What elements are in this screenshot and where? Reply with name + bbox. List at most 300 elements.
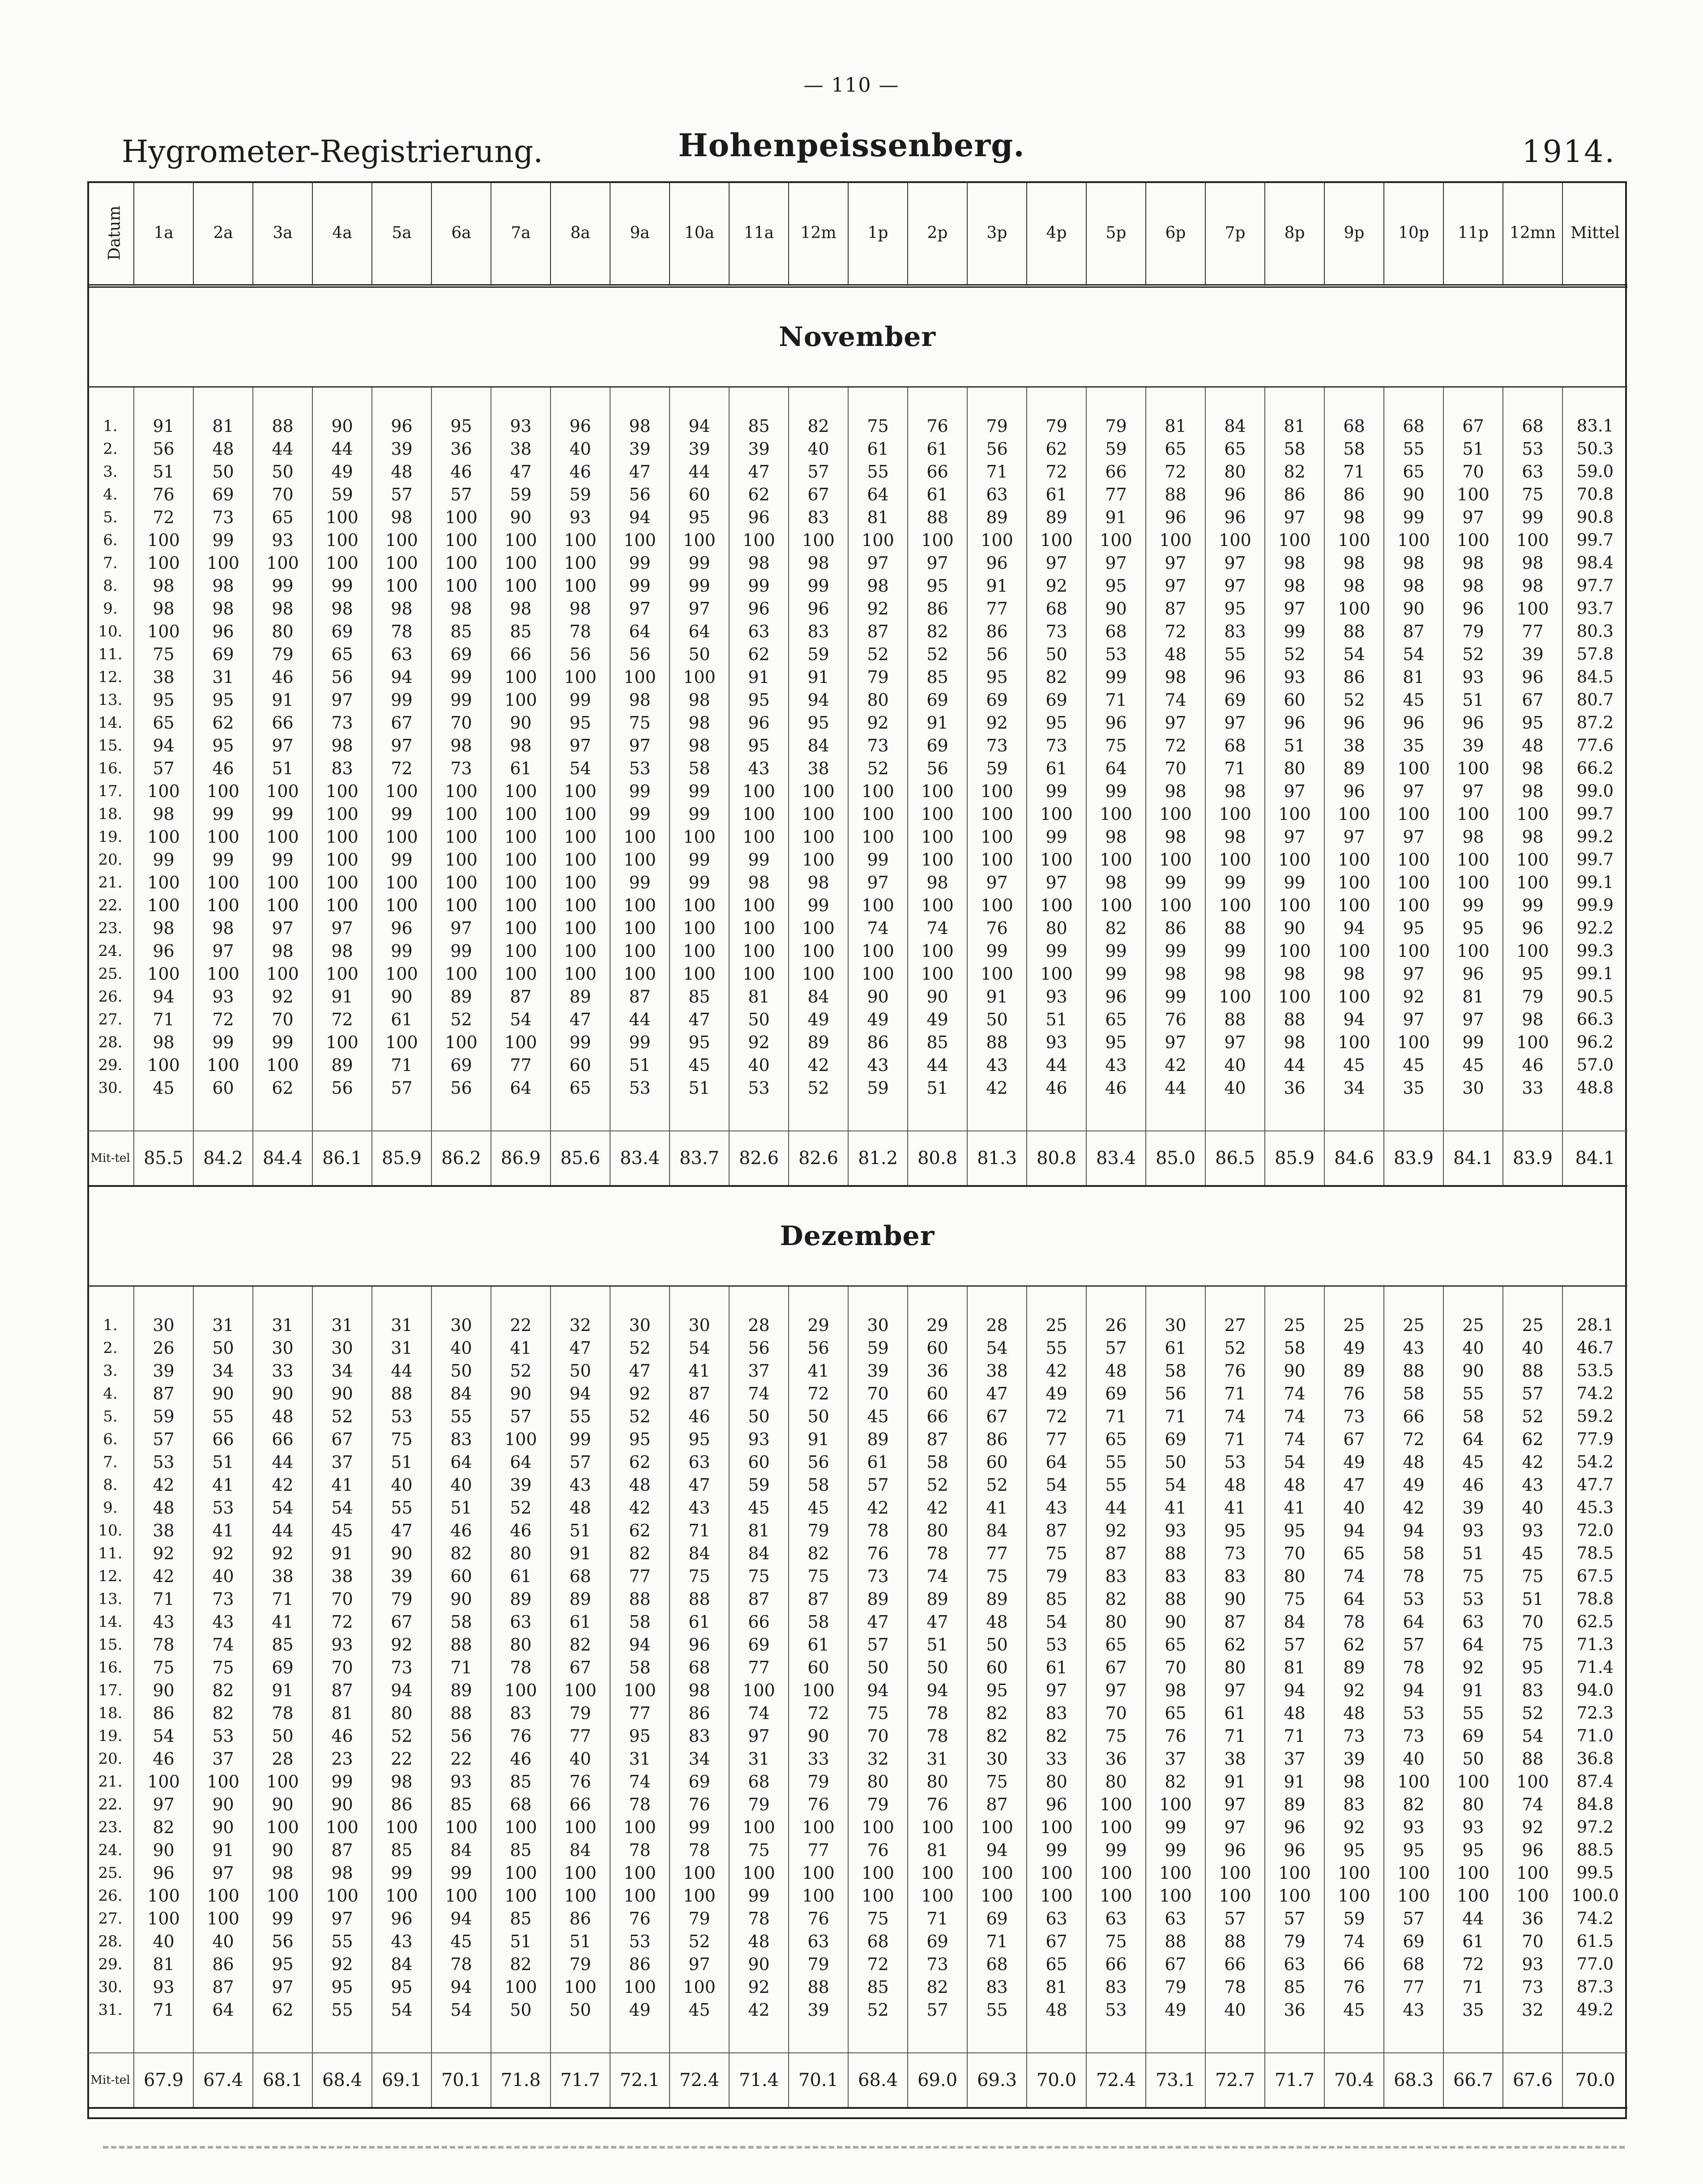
humidity-cell: 58: [1324, 437, 1384, 460]
humidity-cell: 31: [610, 1747, 670, 1770]
humidity-cell: 100: [967, 848, 1027, 871]
humidity-cell: 100: [1324, 894, 1384, 917]
humidity-cell: 89: [1027, 506, 1086, 529]
humidity-cell: 57: [789, 460, 848, 483]
humidity-cell: 90: [253, 1838, 312, 1861]
humidity-cell: 78: [1384, 1656, 1443, 1679]
humidity-cell: 100: [670, 665, 729, 688]
humidity-cell: 100: [551, 1861, 610, 1884]
humidity-cell: 100: [1384, 871, 1443, 894]
humidity-cell: 100: [193, 825, 253, 848]
humidity-cell: 99: [1205, 939, 1265, 962]
humidity-cell: 100: [1205, 802, 1265, 825]
day-label: 26.: [98, 987, 123, 1006]
table-row: [87, 962, 1627, 985]
humidity-cell: 54: [670, 1336, 729, 1359]
humidity-cell: 98: [1324, 574, 1384, 597]
humidity-cell: 100: [372, 962, 431, 985]
spacer-cell: [1324, 387, 1384, 415]
humidity-cell: 51: [1443, 1542, 1503, 1565]
humidity-cell: 80: [848, 1770, 908, 1793]
humidity-cell: 99: [1265, 620, 1324, 643]
humidity-cell: 100: [729, 1861, 789, 1884]
day-label: 2.: [103, 439, 118, 458]
humidity-cell: 89: [431, 985, 491, 1008]
table-row: [87, 1747, 1627, 1770]
humidity-cell: 97: [134, 1793, 193, 1816]
humidity-cell: 100: [1205, 894, 1265, 917]
humidity-cell: 90: [1265, 1359, 1324, 1382]
humidity-cell: 79: [1146, 1975, 1205, 1998]
humidity-cell: 56: [312, 1076, 372, 1099]
humidity-cell: 90: [789, 1724, 848, 1747]
humidity-cell: 70: [431, 711, 491, 734]
humidity-cell: 100: [1086, 802, 1146, 825]
humidity-cell: 95: [967, 1679, 1027, 1702]
humidity-cell: 98: [312, 734, 372, 757]
day-label: 31.: [98, 2001, 123, 2019]
humidity-cell: 71: [372, 1054, 431, 1076]
monthly-mean-cell: 71.4: [729, 2053, 789, 2108]
humidity-cell: 99: [1146, 1816, 1205, 1838]
humidity-cell: 99: [431, 939, 491, 962]
humidity-cell: 41: [1146, 1496, 1205, 1519]
spacer-cell: [908, 1099, 967, 1131]
humidity-cell: 96: [789, 597, 848, 620]
table-row: [87, 1724, 1627, 1747]
spacer-cell: [1443, 387, 1503, 415]
humidity-cell: 75: [967, 1565, 1027, 1587]
table-row: [87, 757, 1627, 780]
humidity-cell: 97: [1146, 711, 1205, 734]
humidity-cell: 47: [491, 460, 551, 483]
humidity-cell: 41: [789, 1359, 848, 1382]
day-label: 21.: [98, 1772, 123, 1791]
humidity-cell: 40: [372, 1473, 431, 1496]
humidity-cell: 100: [253, 780, 312, 802]
humidity-cell: 55: [1443, 1702, 1503, 1724]
humidity-cell: 100: [134, 529, 193, 551]
humidity-cell: 100: [729, 780, 789, 802]
humidity-cell: 94: [134, 734, 193, 757]
humidity-cell: 88: [610, 1587, 670, 1610]
humidity-cell: 87: [670, 1382, 729, 1405]
humidity-cell: 49: [1384, 1473, 1443, 1496]
humidity-cell: 95: [1503, 962, 1562, 985]
humidity-cell: 87: [1205, 1610, 1265, 1633]
column-header-hour: 11p: [1443, 181, 1503, 286]
humidity-cell: 57: [431, 483, 491, 506]
spacer-cell: [253, 1286, 312, 1314]
humidity-cell: 35: [1384, 1076, 1443, 1099]
monthly-mean-cell: 68.1: [253, 2053, 312, 2108]
humidity-cell: 90: [1146, 1610, 1205, 1633]
humidity-cell: 34: [193, 1359, 253, 1382]
spacer-cell: [848, 2021, 908, 2053]
humidity-cell: 98: [1205, 825, 1265, 848]
humidity-cell: 45: [729, 1496, 789, 1519]
monthly-mean-cell: 83.4: [610, 1131, 670, 1186]
humidity-cell: 95: [1503, 1656, 1562, 1679]
humidity-cell: 76: [134, 483, 193, 506]
humidity-cell: 98: [1265, 551, 1324, 574]
humidity-cell: 53: [193, 1724, 253, 1747]
humidity-cell: 100: [312, 825, 372, 848]
humidity-cell: 99: [312, 574, 372, 597]
humidity-cell: 69: [1027, 688, 1086, 711]
humidity-cell: 73: [312, 711, 372, 734]
humidity-cell: 64: [670, 620, 729, 643]
humidity-cell: 65: [1027, 1953, 1086, 1975]
humidity-cell: 100: [670, 1861, 729, 1884]
humidity-cell: 37: [1265, 1747, 1324, 1770]
humidity-cell: 99: [1443, 1031, 1503, 1054]
humidity-cell: 100: [1146, 802, 1205, 825]
humidity-cell: 75: [1503, 483, 1562, 506]
humidity-cell: 100: [253, 962, 312, 985]
humidity-cell: 75: [372, 1428, 431, 1450]
humidity-cell: 81: [729, 985, 789, 1008]
humidity-cell: 100: [431, 1031, 491, 1054]
monthly-mean-cell: 71.7: [1265, 2053, 1324, 2108]
humidity-cell: 71: [967, 1930, 1027, 1953]
humidity-cell: 95: [729, 734, 789, 757]
humidity-cell: 100: [1205, 848, 1265, 871]
humidity-cell: 44: [372, 1359, 431, 1382]
humidity-cell: 100: [610, 894, 670, 917]
humidity-cell: 86: [848, 1031, 908, 1054]
humidity-cell: 48: [1265, 1473, 1324, 1496]
humidity-cell: 100: [610, 1816, 670, 1838]
spacer-cell: [967, 1286, 1027, 1314]
humidity-cell: 83: [312, 757, 372, 780]
spacer-cell: [1443, 1286, 1503, 1314]
humidity-cell: 73: [908, 1953, 967, 1975]
humidity-cell: 100: [1443, 757, 1503, 780]
humidity-cell: 96: [1384, 711, 1443, 734]
humidity-cell: 75: [134, 1656, 193, 1679]
humidity-cell: 77: [967, 597, 1027, 620]
humidity-cell: 82: [431, 1542, 491, 1565]
humidity-cell: 88: [1146, 483, 1205, 506]
humidity-cell: 43: [134, 1610, 193, 1633]
humidity-cell: 100: [312, 802, 372, 825]
humidity-cell: 90: [372, 985, 431, 1008]
humidity-cell: 59: [1324, 1907, 1384, 1930]
monthly-mean-cell: 68.3: [1384, 2053, 1443, 2108]
humidity-cell: 100: [610, 1884, 670, 1907]
humidity-cell: 87: [848, 620, 908, 643]
humidity-cell: 48: [253, 1405, 312, 1428]
humidity-cell: 47: [848, 1610, 908, 1633]
humidity-cell: 92: [848, 597, 908, 620]
humidity-cell: 93: [1443, 1519, 1503, 1542]
humidity-cell: 100: [491, 871, 551, 894]
humidity-cell: 96: [1086, 711, 1146, 734]
humidity-cell: 100: [491, 551, 551, 574]
humidity-cell: 58: [670, 757, 729, 780]
monthly-mean-cell: 83.7: [670, 1131, 729, 1186]
spacer-cell: [789, 2021, 848, 2053]
humidity-cell: 37: [312, 1450, 372, 1473]
humidity-cell: 44: [1027, 1054, 1086, 1076]
humidity-cell: 98: [1205, 962, 1265, 985]
humidity-cell: 100: [908, 780, 967, 802]
humidity-cell: 85: [491, 1907, 551, 1930]
humidity-cell: 95: [670, 1428, 729, 1450]
humidity-cell: 68: [1086, 620, 1146, 643]
humidity-cell: 44: [1265, 1054, 1324, 1076]
humidity-cell: 97: [1205, 574, 1265, 597]
humidity-cell: 100: [1384, 802, 1443, 825]
humidity-cell: 41: [193, 1473, 253, 1496]
spacer-cell: [1265, 387, 1324, 415]
humidity-cell: 86: [134, 1702, 193, 1724]
humidity-cell: 100: [193, 1054, 253, 1076]
humidity-cell: 100: [848, 894, 908, 917]
humidity-cell: 46: [431, 1519, 491, 1542]
humidity-cell: 98: [312, 939, 372, 962]
daily-mean-cell: 36.8: [1562, 1747, 1627, 1770]
humidity-cell: 63: [789, 1930, 848, 1953]
monthly-mean-cell: 72.1: [610, 2053, 670, 2108]
day-label: 19.: [98, 828, 123, 846]
humidity-cell: 98: [848, 574, 908, 597]
humidity-cell: 94: [1324, 1008, 1384, 1031]
humidity-cell: 100: [967, 1884, 1027, 1907]
humidity-cell: 83: [491, 1702, 551, 1724]
monthly-mean-cell: 84.6: [1324, 1131, 1384, 1186]
humidity-cell: 42: [1503, 1450, 1562, 1473]
humidity-cell: 100: [610, 848, 670, 871]
monthly-mean-row: [87, 1131, 1627, 1186]
mean-label: Mit-tel: [87, 1131, 134, 1186]
humidity-cell: 80: [1443, 1793, 1503, 1816]
humidity-cell: 97: [1146, 574, 1205, 597]
humidity-cell: 52: [372, 1724, 431, 1747]
humidity-cell: 51: [908, 1633, 967, 1656]
humidity-cell: 45: [312, 1519, 372, 1542]
humidity-cell: 100: [789, 529, 848, 551]
humidity-cell: 51: [670, 1076, 729, 1099]
humidity-cell: 93: [1027, 985, 1086, 1008]
humidity-cell: 65: [253, 506, 312, 529]
humidity-cell: 41: [1265, 1496, 1324, 1519]
humidity-cell: 47: [1324, 1473, 1384, 1496]
humidity-cell: 55: [551, 1405, 610, 1428]
humidity-cell: 90: [1205, 1587, 1265, 1610]
humidity-cell: 91: [253, 1679, 312, 1702]
humidity-cell: 59: [848, 1076, 908, 1099]
humidity-cell: 98: [1146, 780, 1205, 802]
spacer-row: [87, 387, 1627, 415]
humidity-cell: 98: [372, 1770, 431, 1793]
day-label: 7.: [103, 554, 118, 572]
humidity-cell: 90: [193, 1793, 253, 1816]
humidity-cell: 98: [1443, 825, 1503, 848]
humidity-cell: 70: [848, 1382, 908, 1405]
humidity-cell: 98: [1146, 825, 1205, 848]
humidity-cell: 91: [967, 985, 1027, 1008]
humidity-cell: 100: [312, 1031, 372, 1054]
humidity-cell: 99: [134, 848, 193, 871]
humidity-cell: 44: [312, 437, 372, 460]
humidity-cell: 51: [134, 460, 193, 483]
humidity-cell: 100: [551, 1884, 610, 1907]
monthly-mean-cell: 86.1: [312, 1131, 372, 1186]
humidity-cell: 40: [789, 437, 848, 460]
humidity-cell: 63: [1146, 1907, 1205, 1930]
spacer-cell: [431, 1286, 491, 1314]
humidity-cell: 94: [1324, 1519, 1384, 1542]
spacer-cell: [967, 2021, 1027, 2053]
humidity-cell: 79: [551, 1953, 610, 1975]
day-label: 28.: [98, 1033, 123, 1051]
humidity-cell: 79: [372, 1587, 431, 1610]
humidity-cell: 99: [729, 574, 789, 597]
daily-mean-cell: 62.5: [1562, 1610, 1627, 1633]
humidity-cell: 57: [372, 1076, 431, 1099]
spacer-cell: [610, 387, 670, 415]
humidity-cell: 34: [1324, 1076, 1384, 1099]
humidity-cell: 60: [908, 1382, 967, 1405]
humidity-cell: 83: [789, 506, 848, 529]
humidity-cell: 72: [1146, 734, 1205, 757]
humidity-cell: 55: [193, 1405, 253, 1428]
humidity-cell: 70: [1443, 460, 1503, 483]
humidity-cell: 57: [372, 483, 431, 506]
day-label: 8.: [103, 1476, 118, 1494]
humidity-cell: 61: [551, 1610, 610, 1633]
spacer-cell: [491, 387, 551, 415]
humidity-cell: 52: [1265, 643, 1324, 665]
humidity-cell: 73: [431, 757, 491, 780]
humidity-cell: 56: [908, 757, 967, 780]
humidity-cell: 88: [1265, 1008, 1324, 1031]
humidity-cell: 82: [908, 1975, 967, 1998]
day-label: 18.: [98, 1704, 123, 1722]
humidity-cell: 54: [253, 1496, 312, 1519]
humidity-cell: 37: [1146, 1747, 1205, 1770]
humidity-cell: 100: [1324, 529, 1384, 551]
humidity-cell: 100: [491, 1975, 551, 1998]
monthly-mean-cell: 70.0: [1027, 2053, 1086, 2108]
humidity-cell: 98: [1503, 757, 1562, 780]
humidity-cell: 99: [610, 802, 670, 825]
humidity-cell: 71: [1205, 1428, 1265, 1450]
spacer-cell: [789, 1286, 848, 1314]
humidity-cell: 73: [1027, 620, 1086, 643]
humidity-cell: 95: [431, 414, 491, 437]
humidity-cell: 36: [1503, 1907, 1562, 1930]
humidity-cell: 28: [967, 1314, 1027, 1336]
humidity-cell: 100: [372, 825, 431, 848]
bottom-rule: [103, 2146, 1625, 2149]
humidity-cell: 78: [610, 1838, 670, 1861]
humidity-cell: 100: [670, 1884, 729, 1907]
humidity-cell: 60: [193, 1076, 253, 1099]
humidity-cell: 100: [1205, 985, 1265, 1008]
humidity-cell: 87: [967, 1793, 1027, 1816]
table-row: [87, 780, 1627, 802]
humidity-cell: 65: [551, 1076, 610, 1099]
humidity-cell: 78: [253, 1702, 312, 1724]
daily-mean-cell: 87.3: [1562, 1975, 1627, 1998]
humidity-cell: 38: [967, 1359, 1027, 1382]
humidity-cell: 100: [1027, 1861, 1086, 1884]
humidity-cell: 98: [1503, 780, 1562, 802]
humidity-cell: 98: [551, 597, 610, 620]
humidity-cell: 98: [610, 414, 670, 437]
humidity-cell: 100: [908, 529, 967, 551]
day-label: 16.: [98, 759, 123, 777]
monthly-mean-cell: 83.9: [1384, 1131, 1443, 1186]
monthly-mean-cell: 73.1: [1146, 2053, 1205, 2108]
spacer-cell: [431, 2021, 491, 2053]
humidity-cell: 100: [1086, 848, 1146, 871]
humidity-cell: 56: [1146, 1382, 1205, 1405]
daily-mean-cell: 46.7: [1562, 1336, 1627, 1359]
humidity-cell: 99: [1146, 939, 1205, 962]
humidity-cell: 54: [1265, 1450, 1324, 1473]
humidity-cell: 41: [193, 1519, 253, 1542]
humidity-cell: 100: [551, 848, 610, 871]
spacer-cell: [1265, 1286, 1324, 1314]
humidity-cell: 100: [848, 962, 908, 985]
daily-mean-cell: 93.7: [1562, 597, 1627, 620]
humidity-cell: 30: [134, 1314, 193, 1336]
day-label: 10.: [98, 622, 123, 640]
humidity-cell: 83: [1205, 1565, 1265, 1587]
table-row: [87, 1405, 1627, 1428]
humidity-cell: 50: [967, 1633, 1027, 1656]
humidity-cell: 100: [789, 917, 848, 939]
humidity-cell: 88: [670, 1587, 729, 1610]
humidity-cell: 71: [134, 1008, 193, 1031]
humidity-cell: 39: [1443, 734, 1503, 757]
humidity-cell: 66: [253, 711, 312, 734]
humidity-cell: 40: [1205, 1998, 1265, 2021]
humidity-cell: 100: [1443, 483, 1503, 506]
humidity-cell: 97: [193, 1861, 253, 1884]
daily-mean-cell: 97.7: [1562, 574, 1627, 597]
humidity-cell: 91: [193, 1838, 253, 1861]
humidity-cell: 73: [848, 1565, 908, 1587]
humidity-cell: 50: [1443, 1747, 1503, 1770]
humidity-cell: 50: [1027, 643, 1086, 665]
humidity-cell: 100: [193, 1907, 253, 1930]
spacer-cell: [729, 1099, 789, 1131]
daily-mean-cell: 90.8: [1562, 506, 1627, 529]
humidity-cell: 91: [551, 1542, 610, 1565]
humidity-cell: 69: [193, 483, 253, 506]
humidity-cell: 77: [610, 1702, 670, 1724]
humidity-cell: 76: [1324, 1975, 1384, 1998]
spacer-cell: [551, 2021, 610, 2053]
humidity-cell: 98: [1324, 506, 1384, 529]
humidity-cell: 99: [431, 665, 491, 688]
humidity-cell: 98: [1086, 871, 1146, 894]
humidity-cell: 75: [729, 1838, 789, 1861]
day-label: 20.: [98, 1749, 123, 1768]
humidity-cell: 25: [1384, 1314, 1443, 1336]
humidity-cell: 98: [1324, 551, 1384, 574]
table-row: [87, 597, 1627, 620]
humidity-cell: 33: [1503, 1076, 1562, 1099]
humidity-cell: 56: [312, 665, 372, 688]
humidity-cell: 40: [1503, 1496, 1562, 1519]
humidity-cell: 85: [431, 620, 491, 643]
